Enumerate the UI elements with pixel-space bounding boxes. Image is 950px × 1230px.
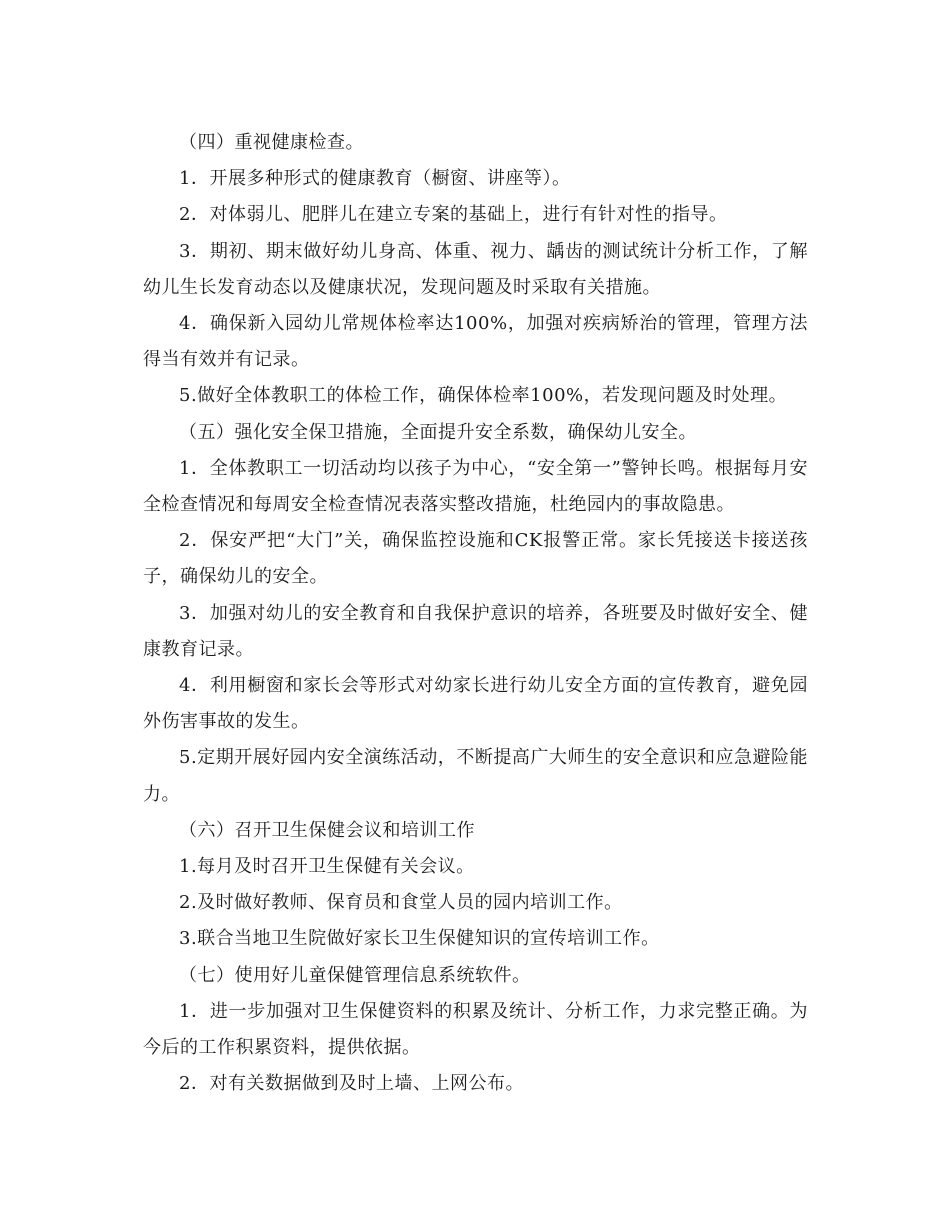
section-heading-7: （七）使用好儿童保健管理信息系统软件。 bbox=[179, 964, 531, 986]
list-item: 2．保安严把“大门”关，确保监控设施和CK报警正常。家长凭接送卡接送孩子，确保幼儿的安全。 bbox=[143, 530, 808, 588]
list-item: 4．利用橱窗和家长会等形式对幼家长进行幼儿安全方面的宣传教育，避免园外伤害事故的发生。 bbox=[143, 675, 808, 733]
list-item: 1.每月及时召开卫生保健有关会议。 bbox=[179, 856, 475, 878]
section-heading-6: （六）召开卫生保健会议和培训工作 bbox=[179, 819, 475, 841]
list-item: 4．确保新入园幼儿常规体检率达100%，加强对疾病矫治的管理，管理方法得当有效并有记录。 bbox=[143, 313, 808, 371]
list-item: 1．全体教职工一切活动均以孩子为中心，“安全第一”警钟长鸣。根据每月安全检查情况和每周安全检查情况表落实整改措施，杜绝园内的事故隐患。 bbox=[143, 457, 808, 516]
list-item: 3.联合当地卫生院做好家长卫生保健知识的宣传培训工作。 bbox=[179, 928, 660, 950]
list-item: 5.做好全体教职工的体检工作，确保体检率100%，若发现问题及时处理。 bbox=[179, 385, 788, 407]
document-body bbox=[143, 125, 808, 1102]
list-item: 3．加强对幼儿的安全教育和自我保护意识的培养，各班要及时做好安全、健康教育记录。 bbox=[143, 602, 808, 660]
list-item: 1．进一步加强对卫生保健资料的积累及统计、分析工作，力求完整正确。为今后的工作积累资料，提供依据。 bbox=[143, 1000, 808, 1059]
list-item: 2．对有关数据做到及时上墙、上网公布。 bbox=[179, 1073, 524, 1095]
list-item: 2.及时做好教师、保育员和食堂人员的园内培训工作。 bbox=[179, 892, 623, 914]
section-heading-5: （五）强化安全保卫措施，全面提升安全系数，确保幼儿安全。 bbox=[179, 421, 697, 443]
section-heading-4: （四）重视健康检查。 bbox=[179, 132, 364, 153]
list-item: 3．期初、期末做好幼儿身高、体重、视力、龋齿的测试统计分析工作，了解幼儿生长发育动态以及健康状况，发现问题及时采取有关措施。 bbox=[143, 240, 808, 298]
list-item: 2．对体弱儿、肥胖儿在建立专案的基础上，进行有针对性的指导。 bbox=[179, 204, 728, 226]
list-item: 1．开展多种形式的健康教育（橱窗、讲座等）。 bbox=[179, 168, 571, 190]
list-item: 5.定期开展好园内安全演练活动，不断提高广大师生的安全意识和应急避险能力。 bbox=[143, 747, 808, 805]
